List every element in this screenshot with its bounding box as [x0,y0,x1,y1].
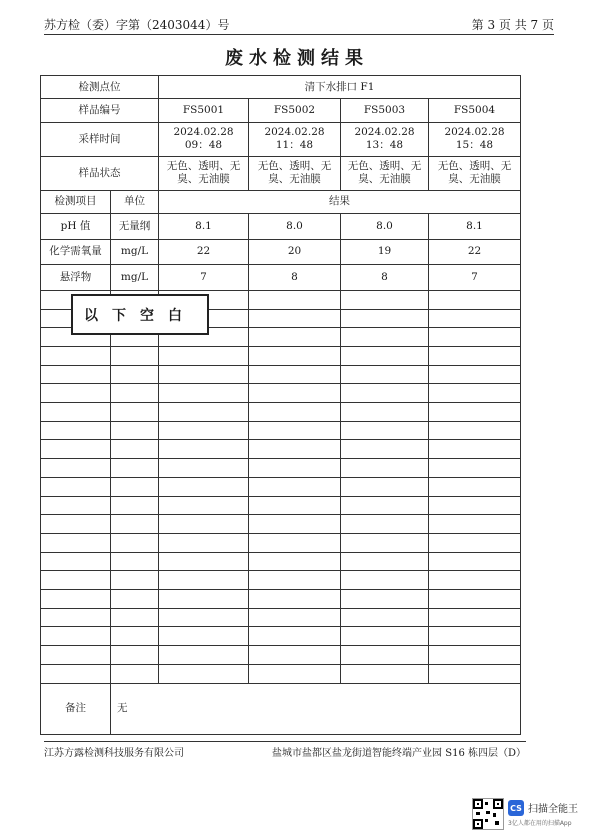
sample-state [341,156,429,190]
location-label: 检测点位 [41,76,159,99]
empty-row [41,421,521,440]
company-address: 盐城市盐都区盐龙街道智能终端产业园 S16 栋四层（D） [272,748,526,759]
scanner-app-tagline: 3亿人都在用的扫描App [508,820,572,827]
item-name: 悬浮物 [41,265,111,291]
empty-row [41,533,521,552]
result-value: 19 [341,239,429,265]
camscanner-logo-icon: CS [508,800,524,816]
result-value: 7 [429,265,521,291]
state-line: 无色、透明、无 [437,160,512,173]
result-value: 8 [249,265,341,291]
empty-row [41,571,521,590]
state-line: 臭、无油膜 [177,173,230,186]
result-value: 22 [429,239,521,265]
result-value: 22 [159,239,249,265]
table-row [41,239,521,265]
result-value: 8.1 [159,214,249,240]
sample-time [159,122,249,156]
remark-label: 备注 [41,683,111,734]
empty-row [41,440,521,459]
blank-below-notice: 以下空白 [71,294,209,335]
table-row [41,214,521,240]
empty-row [41,477,521,496]
company-name: 江苏方露检测科技服务有限公司 [44,748,184,759]
empty-row [41,664,521,683]
sample-state [249,156,341,190]
sample-date: 2024.02.28 [264,126,325,139]
sample-state [429,156,521,190]
sample-id: FS5004 [429,99,521,122]
sample-date: 2024.02.28 [444,126,505,139]
page-info: 第 3 页 共 7 页 [471,18,554,32]
empty-row [41,515,521,534]
empty-row [41,552,521,571]
item-name: 化学需氧量 [41,239,111,265]
state-line: 无色、透明、无 [166,160,241,173]
item-unit: mg/L [111,265,159,291]
qr-code-icon [472,798,504,830]
result-value: 8.1 [429,214,521,240]
report-footer [44,741,526,757]
empty-row [41,608,521,627]
result-label: 结果 [159,190,521,213]
empty-row [41,590,521,609]
item-unit: mg/L [111,239,159,265]
unit-label: 单位 [111,190,159,213]
sample-date: 2024.02.28 [354,126,415,139]
result-value: 20 [249,239,341,265]
scanner-app-name: 扫描全能王 [528,804,578,815]
state-line: 臭、无油膜 [448,173,501,186]
empty-row [41,496,521,515]
remark-value: 无 [111,683,521,734]
sample-no-label: 样品编号 [41,99,159,122]
result-value: 8 [341,265,429,291]
state-line: 无色、透明、无 [257,160,332,173]
scanner-watermark [472,798,582,828]
sample-id: FS5003 [341,99,429,122]
empty-row [41,459,521,478]
state-line: 无色、透明、无 [347,160,422,173]
location-value: 清下水排口 F1 [159,76,521,99]
page-title: 废水检测结果 [225,48,369,69]
sample-id: FS5001 [159,99,249,122]
empty-row [41,646,521,665]
empty-row [41,346,521,365]
report-number: 苏方检（委）字第（2403044）号 [44,18,230,32]
item-name: pH 值 [41,214,111,240]
empty-row [41,627,521,646]
sample-time [249,122,341,156]
empty-row [41,365,521,384]
result-value: 7 [159,265,249,291]
sample-clock: 15：48 [455,139,494,152]
sample-state-label: 样品状态 [41,156,159,190]
sample-time [341,122,429,156]
result-value: 8.0 [341,214,429,240]
sample-clock: 09：48 [184,139,223,152]
table-row [41,265,521,291]
item-label: 检测项目 [41,190,111,213]
sample-clock: 11：48 [275,139,314,152]
empty-row [41,403,521,422]
sample-time-label: 采样时间 [41,122,159,156]
results-table [40,75,521,735]
report-header [44,12,554,35]
empty-row [41,384,521,403]
result-value: 8.0 [249,214,341,240]
sample-time [429,122,521,156]
item-unit: 无量纲 [111,214,159,240]
state-line: 臭、无油膜 [358,173,411,186]
sample-date: 2024.02.28 [173,126,234,139]
sample-id: FS5002 [249,99,341,122]
state-line: 臭、无油膜 [268,173,321,186]
sample-state [159,156,249,190]
sample-clock: 13：48 [365,139,404,152]
